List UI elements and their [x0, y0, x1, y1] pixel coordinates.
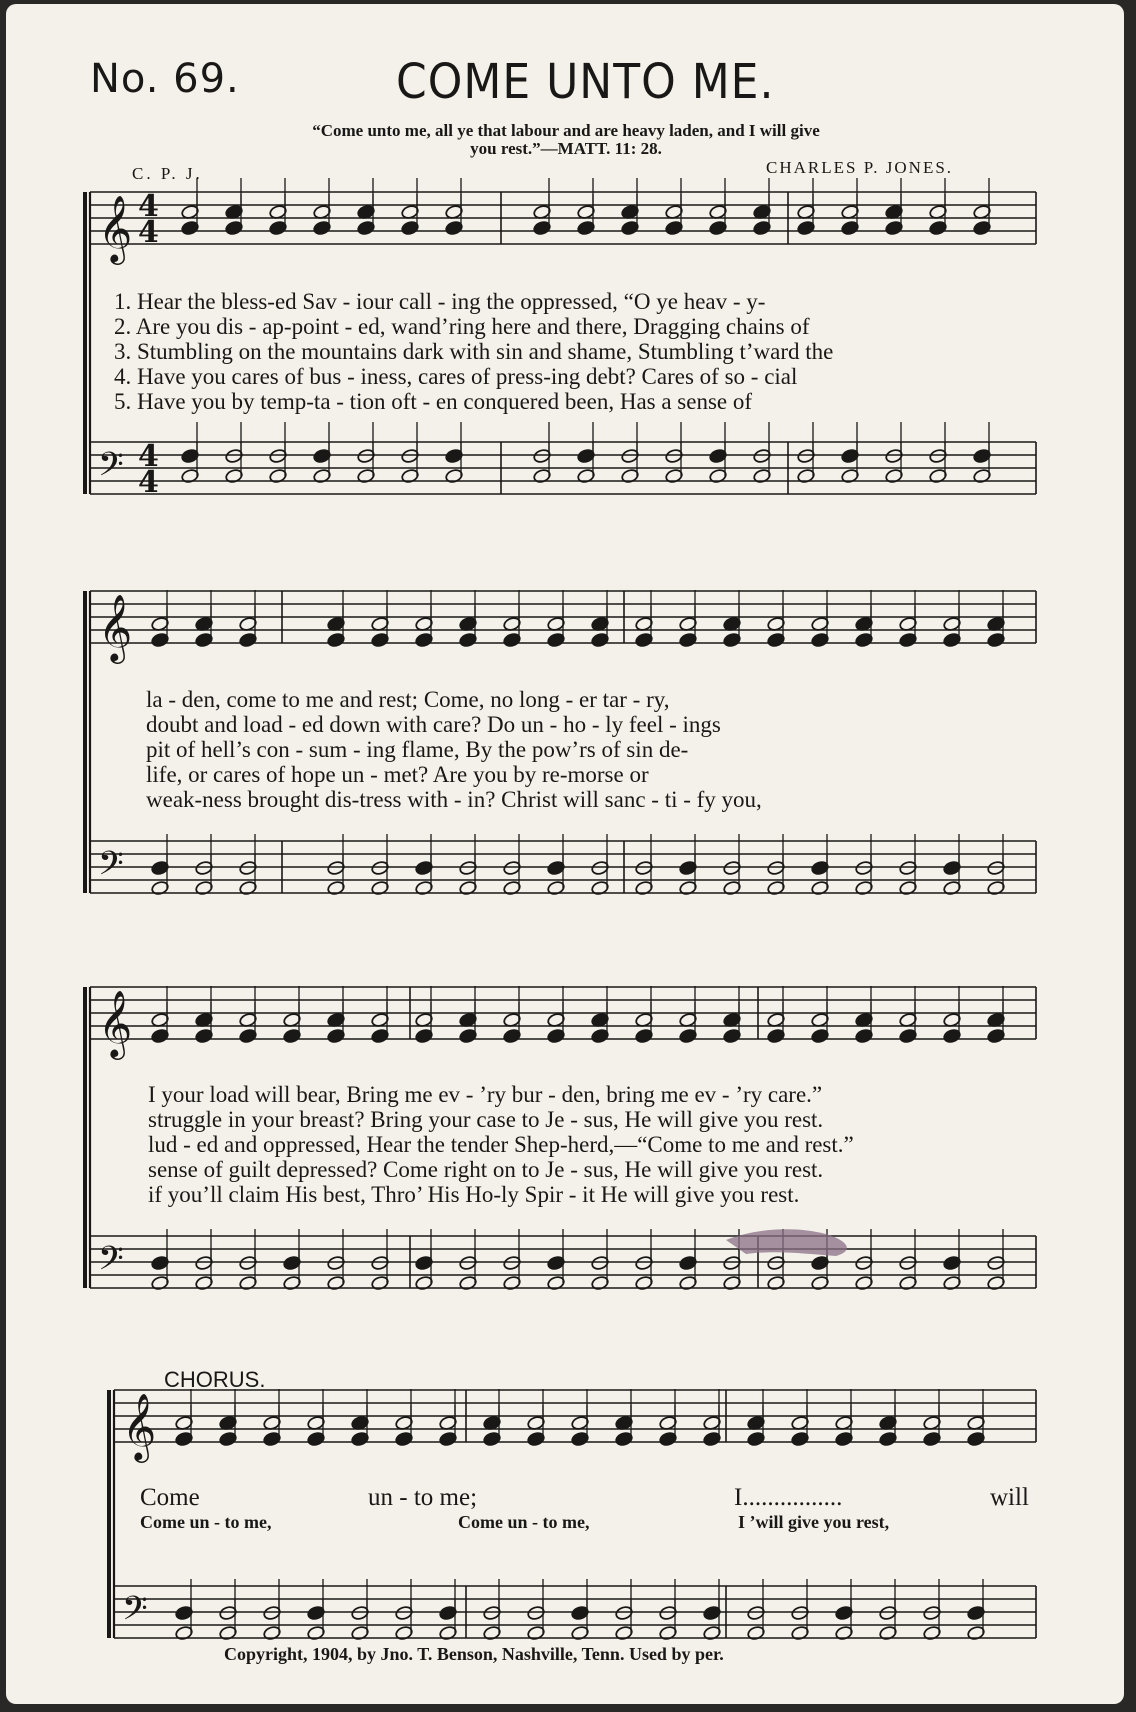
- verse-2-line: doubt and load - ed down with care? Do un - ho - ly feel - ings: [146, 712, 721, 737]
- verse-3-line: lud - ed and oppressed, Hear the tender Shep-herd,—“Come to me and rest.”: [148, 1132, 854, 1157]
- hymn-page: [6, 4, 1124, 1704]
- verse-2-line: 2. Are you dis - ap-point - ed, wand’ring here and there, Dragging chains of: [114, 314, 810, 339]
- time-signature: 4: [138, 439, 159, 474]
- verse-3-line: pit of hell’s con - sum - ing flame, By the pow’rs of sin de-: [146, 737, 689, 762]
- verse-5-line: weak-ness brought dis-tress with - in? Christ will sanc - ti - fy you,: [146, 787, 762, 812]
- music-credit: CHARLES P. JONES.: [766, 158, 954, 177]
- treble-clef-icon: 𝄞: [98, 194, 133, 262]
- system-3-lyrics: [148, 1082, 854, 1207]
- time-signature: 4: [138, 465, 159, 500]
- chorus-word: I................: [734, 1484, 843, 1511]
- copyright-notice: Copyright, 1904, by Jno. T. Benson, Nashville, Tenn. Used by per.: [224, 1644, 724, 1664]
- verse-4-line: sense of guilt depressed? Come right on to Je - sus, He will give you rest.: [148, 1157, 824, 1182]
- system-2-lyrics: [146, 687, 762, 812]
- chorus-word: un - to me;: [368, 1484, 478, 1511]
- verse-4-line: 4. Have you cares of bus - iness, cares of press-ing debt? Cares of so - cial: [114, 364, 798, 389]
- verse-3-line: 3. Stumbling on the mountains dark with sin and shame, Stumbling t’ward the: [114, 339, 834, 364]
- verse-5-line: if you’ll claim His best, Thro’ His Ho-ly Spir - it He will give you rest.: [148, 1182, 800, 1207]
- bass-clef-icon: 𝄢: [98, 446, 124, 492]
- epigraph-line-1: “Come unto me, all ye that labour and are heavy laden, and I will give: [312, 121, 820, 140]
- verse-1-line: la - den, come to me and rest; Come, no long - er tar - ry,: [146, 687, 670, 712]
- hymn-title: COME UNTO ME.: [396, 54, 775, 111]
- treble-clef-icon: 𝄞: [98, 989, 133, 1057]
- hymn-number: No. 69.: [90, 56, 240, 102]
- time-signature: 4: [138, 215, 159, 250]
- verse-1-line: I your load will bear, Bring me ev - ’ry bur - den, bring me ev - ’ry care.”: [148, 1082, 823, 1107]
- bass-clef-icon: 𝄢: [98, 845, 124, 891]
- treble-clef-icon: 𝄞: [98, 593, 133, 661]
- chorus-bass-word: Come un - to me,: [140, 1512, 272, 1532]
- chorus-label: CHORUS.: [164, 1367, 266, 1392]
- time-signature: 4: [138, 189, 159, 224]
- chorus-bass-word: Come un - to me,: [458, 1512, 590, 1532]
- bass-clef-icon: 𝄢: [122, 1590, 148, 1636]
- verse-5-line: 5. Have you by temp-ta - tion oft - en conquered been, Has a sense of: [114, 389, 753, 414]
- words-credit: C. P. J.: [132, 164, 203, 183]
- system-1-lyrics: [114, 289, 833, 414]
- epigraph-line-2: you rest.”—MATT. 11: 28.: [470, 139, 662, 158]
- treble-clef-icon: 𝄞: [122, 1392, 157, 1460]
- ink-stain: [726, 1229, 847, 1256]
- chorus-bass-word: I ’will give you rest,: [738, 1512, 890, 1532]
- verse-2-line: struggle in your breast? Bring your case to Je - sus, He will give you rest.: [148, 1107, 824, 1132]
- verse-4-line: life, or cares of hope un - met? Are you by re-morse or: [146, 762, 649, 787]
- chorus-word: will: [990, 1484, 1029, 1511]
- music-notation: [6, 4, 1124, 1704]
- chorus-word: Come: [140, 1484, 200, 1511]
- verse-1-line: 1. Hear the bless-ed Sav - iour call - ing the oppressed, “O ye heav - y-: [114, 289, 766, 314]
- bass-clef-icon: 𝄢: [98, 1240, 124, 1286]
